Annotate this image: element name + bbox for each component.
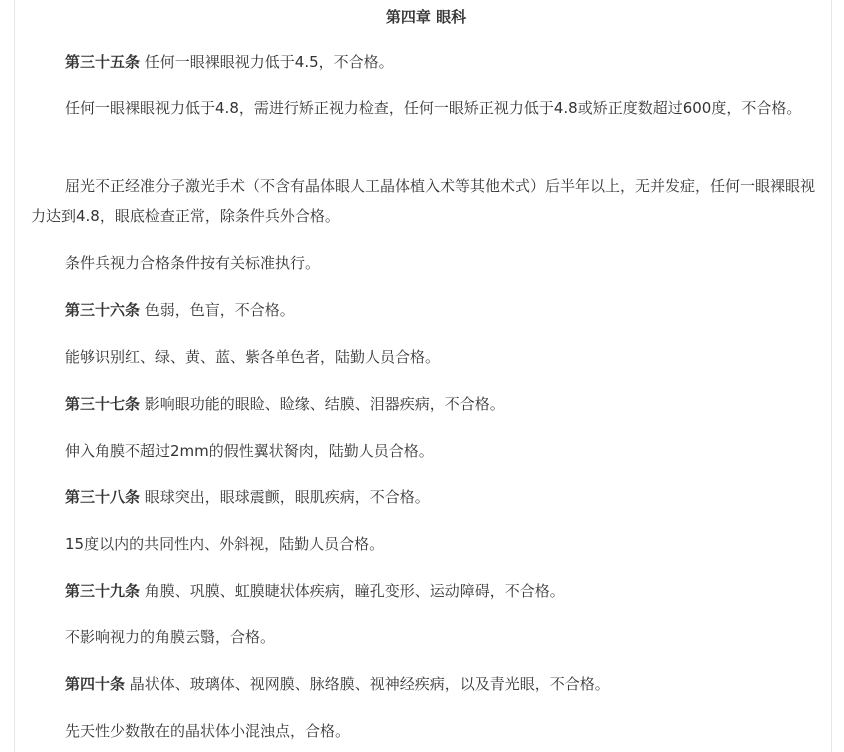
article-text: 任何一眼裸眼视力低于4.5，不合格。 [140, 53, 394, 71]
article-label: 第三十八条 [65, 488, 141, 506]
paragraph [31, 171, 817, 231]
article-37 [31, 389, 817, 419]
paragraph [31, 93, 817, 123]
article-label: 第四十条 [65, 675, 126, 693]
article-text: 角膜、巩膜、虹膜睫状体疾病，瞳孔变形、运动障碍，不合格。 [140, 582, 565, 600]
paragraph-text: 任何一眼裸眼视力低于4.8，需进行矫正视力检查，任何一眼矫正视力低于4.8或矫正度数超过600度，不合格。 [65, 99, 802, 117]
paragraph-text: 能够识别红、绿、黄、蓝、紫各单色者，陆勤人员合格。 [65, 348, 441, 366]
paragraph-text: 不影响视力的角膜云翳，合格。 [65, 628, 276, 646]
article-label: 第三十九条 [65, 582, 141, 600]
paragraph [31, 622, 817, 652]
paragraph [31, 248, 817, 278]
paragraph [31, 342, 817, 372]
article-38 [31, 482, 817, 512]
article-label: 第三十六条 [65, 301, 141, 319]
article-label: 第三十七条 [65, 395, 141, 413]
article-label: 第三十五条 [65, 53, 141, 71]
article-39 [31, 576, 817, 606]
paragraph [31, 436, 817, 466]
paragraph-text: 条件兵视力合格条件按有关标准执行。 [65, 254, 321, 272]
paragraph-text: 伸入角膜不超过2mm的假性翼状胬肉，陆勤人员合格。 [65, 442, 434, 460]
article-text: 晶状体、玻璃体、视网膜、脉络膜、视神经疾病，以及青光眼，不合格。 [125, 675, 610, 693]
paragraph-text: 15度以内的共同性内、外斜视，陆勤人员合格。 [65, 535, 385, 553]
paragraph-text: 屈光不正经准分子激光手术（不含有晶体眼人工晶体植入术等其他术式）后半年以上，无并发症，任何一眼裸眼视力达到4.8，眼底检查正常，除条件兵外合格。 [31, 177, 816, 225]
paragraph [31, 529, 817, 559]
article-35 [31, 47, 817, 77]
article-text: 色弱，色盲，不合格。 [140, 301, 295, 319]
article-text: 影响眼功能的眼睑、睑缘、结膜、泪器疾病，不合格。 [140, 395, 505, 413]
chapter-title: 第四章 眼科 [385, 8, 467, 26]
paragraph [31, 716, 817, 746]
paragraph-text: 先天性少数散在的晶状体小混浊点，合格。 [65, 722, 351, 740]
document-page [14, 0, 832, 752]
article-36 [31, 295, 817, 325]
article-40 [31, 669, 817, 699]
article-text: 眼球突出，眼球震颤，眼肌疾病，不合格。 [140, 488, 430, 506]
